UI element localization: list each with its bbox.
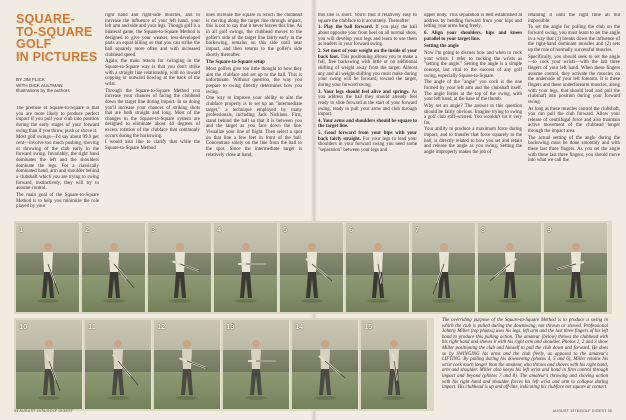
photo-frame	[478, 223, 542, 312]
golfer-figure	[29, 331, 69, 401]
photo-frame	[361, 320, 428, 409]
golfer-figure	[226, 234, 266, 304]
golfer	[292, 234, 332, 304]
golfer-figure	[424, 234, 464, 304]
paragraph	[424, 31, 522, 42]
photo-frame	[82, 223, 146, 312]
paragraph: 3. Your legs should feel alive and springy. As you address the ball they should already feel ready to slide forward at the start of your forward swing, ready to pull your arms and club through impact.	[318, 89, 417, 118]
frame-number: 6	[349, 225, 354, 234]
golfer-figure	[94, 234, 134, 304]
photo-frame	[346, 223, 410, 312]
paragraph: upper body. This separation is best established at address by bending forward from your hips and letting your arms hang freely.	[424, 13, 522, 30]
golfer-figure	[167, 331, 207, 401]
photo-frame	[16, 320, 83, 409]
frame-number: 12	[157, 322, 166, 331]
numbered-point: 3. Your legs should feel alive and springy.	[318, 89, 412, 95]
paragraph: I would also like to clarify that while the Square-to-Square Method	[105, 140, 200, 152]
section-heading: Setting the angle	[424, 44, 459, 50]
photo-frame	[412, 223, 476, 312]
photo-frame	[85, 320, 152, 409]
paragraph: The actual setting of the angle during the backswing must be done smoothly and with these last three fingers. As you set the angle with these last three fingers, you should move into what we call the	[528, 135, 620, 164]
caption-box	[442, 318, 612, 414]
golfer	[556, 234, 596, 304]
photo-frame	[544, 223, 608, 312]
paragraph: does increase the square in which the clubhead is moving along the target line through impact, this is not to say that it never leaves this line. As in all golf swings, the clubhead moves to the golfer's side of the target line fairly early in the backswing, remains on this side until near impact, and then returns to the golfer's side shortly thereafter.	[206, 13, 302, 58]
paragraph: The angle of the "angle" you cock is the one formed by your left arm and the clubshaft itself. The angle forms at the top of the swing, with your left hand, at the base of the thumb.	[424, 80, 522, 103]
golfer-figure	[236, 331, 276, 401]
byline-line: Illustrations by the authors	[16, 88, 70, 94]
frame-number: 4	[217, 225, 222, 234]
golfer-figure	[160, 234, 200, 304]
text-column-6	[528, 13, 620, 219]
photo-frame	[214, 223, 278, 312]
numbered-point: 4. Your arms and shoulders should be square to the target line.	[318, 118, 417, 130]
golfer	[160, 234, 200, 304]
frame-number: 8	[481, 225, 486, 234]
photo-row-amateur	[14, 318, 434, 411]
text-column-3	[206, 13, 302, 219]
text-column-1	[16, 106, 99, 219]
golfer	[358, 234, 398, 304]
numbered-point: 2. Set most of your weight on the inside of your back foot.	[318, 48, 417, 60]
text-column-4	[318, 13, 417, 219]
paragraph	[318, 119, 417, 130]
frame-number: 14	[295, 322, 304, 331]
title-line: IN PICTURES	[16, 49, 98, 64]
golfer	[305, 331, 345, 401]
golfer	[94, 234, 134, 304]
photo-row-pro	[14, 221, 612, 314]
paragraph: To set the angle for pulling the club on the forward swing, you must learn to set the angle in a way that (1) breaks down the influence of the right-hand dominant muscles and (2) sets up the role of normally successful muscles.	[528, 25, 620, 53]
paragraph: 5. Good forward from your hips with your back fairly straight. For your legs to lead your shoulders in your forward swing you need some "separation" between your legs and	[318, 131, 417, 154]
paragraph: 1. Play the ball forward. If you play the ball about opposite your front heel on all normal shots, you will develop your legs and learn to use them as leaders in your forward swing.	[318, 25, 417, 48]
paragraph: As long as these muscles control the clubshaft, you can pull the club forward. Allow your release of centrifugal force and also maintain active movement of the clubhead longer through the impact area.	[528, 106, 620, 135]
golfer	[226, 234, 266, 304]
paragraph: 2. Set most of your weight on the inside of your back foot. This positioning allows you to make a full, free backswing with little or no additional shifting of weight away from the target. Almost any and all weight-shifting you must make during your swing will be forward, toward the target, during your forward swing.	[318, 48, 417, 88]
frame-number: 1	[19, 225, 24, 234]
paragraph: One way to improve your ability to aim the clubface properly is to set up an "intermediate target," a technique employed by many professionals, including Jack Nicklaus. First, stand behind the ball so that it is between you and the target as you face down the line. Visualize your line of flight. Then select a spot on that line a few feet in front of the ball. Concentrate solely on the line from the ball to the spot. Since the intermediate target is relatively close at hand,	[206, 96, 302, 158]
golfer-figure	[374, 331, 414, 401]
golfer	[490, 234, 530, 304]
paragraph: Your ability to produce a maximum force during impact, and to transfer that force squarely to the ball, is directly related to how you set and retain and release the angle as you swing. Setting the angle improperly makes the job of	[424, 127, 522, 156]
frame-number: 3	[151, 225, 156, 234]
golfer	[424, 234, 464, 304]
golfer	[29, 331, 69, 401]
photo-caption: The overriding purpose of the Square-to-Square Method is to produce a swing in which the club is pulled during the downswing, not thrown or shoved. Professional Johnny Miller (top photos) uses his legs, left arm and the last three fingers of his left hand to produce this pulling action. The amateur (below) throws the clubhead with his right hand and shoves it with his right arm and shoulder. Photos 1, 2 and 3 show Miller positioning the club and himself to pull the club down and forward. He does so by SWINGING his arms and the club freely, as opposed to the amateur's LIFTING. By pulling during his downswing (photos 4, 5 and 6), Miller retains his wrist cock much longer than the amateur, who throws and shoves with his right hand, arm and shoulder. Miller also keeps his left wrist and hand in firm control through impact and beyond (photos 7 and 8). The amateur's throwing and shoving action with his right hand and shoulder forces his left wrist and arm to collapse during impact. His clubhead is up and off-line, indicating his clubface not square at contact.	[442, 318, 608, 391]
title-line: GOLF	[16, 37, 52, 51]
golfer-figure	[556, 234, 596, 304]
folio-right: AUGUST 1976/GOLF DIGEST 35	[552, 409, 612, 413]
paragraph: Specifically, you should seek to set the angle—to cock your wrists—with the last three fingers of your left hand. When these fingers assume control, they activate the muscles on the underside of your left forearm. It is these fingers and these underforearm muscles, along with your legs, that should lead and pull the clubshaft into position during your forward swing.	[528, 54, 620, 105]
golfer	[98, 331, 138, 401]
title-line: SQUARE-	[16, 12, 76, 26]
folio-left: 34 AUGUST 1976/GOLF DIGEST	[14, 409, 74, 413]
golfer	[167, 331, 207, 401]
byline-line: WITH DICK AULTMAN	[16, 82, 63, 88]
frame-number: 2	[85, 225, 90, 234]
text-column-2	[105, 13, 200, 219]
text-column-5	[424, 13, 522, 219]
frame-number: 11	[88, 322, 96, 331]
golfer	[28, 234, 68, 304]
paragraph: Now I'm going to discuss how and when to cock your wrists. I refer to cocking the wrists as "setting the angle." Setting the angle is a simple concept, but vital to the success of any golf swing, especially Square-to-Square.	[424, 50, 522, 79]
golfer	[236, 331, 276, 401]
golfer-figure	[490, 234, 530, 304]
paragraph: right hand and right-side muscles, and to increase the influence of your left hand, your left arm and side and your legs. Though golf is a bilateral game, the Square-to-Square Method is designed to give your weaker, less-developed parts an equal billing so that you can strike the ball squarely more often and with increased clubhead speed.	[105, 13, 200, 58]
byline	[16, 77, 96, 94]
frame-number: 9	[547, 225, 552, 234]
article-title	[16, 13, 96, 63]
frame-number: 15	[364, 322, 373, 331]
golfer-figure	[28, 234, 68, 304]
numbered-point: 1. Play the ball forward.	[318, 25, 376, 31]
frame-number: 7	[415, 225, 420, 234]
photo-frame	[223, 320, 290, 409]
photo-frame	[16, 223, 80, 312]
paragraph: Why set an angle? The answer to this question should be fairly obvious. Imagine trying to swing a golf club stiff-wristed. You wouldn't hit it very far.	[424, 103, 522, 126]
paragraph: retaining it until the right time all but impossible.	[528, 13, 620, 24]
frame-number: 13	[226, 322, 235, 331]
byline-line: BY JIM FLICK	[16, 77, 46, 82]
title-line: TO-SQUARE	[16, 24, 93, 39]
photo-frame	[154, 320, 221, 409]
golfer-figure	[305, 331, 345, 401]
golfer	[374, 331, 414, 401]
golfer-figure	[358, 234, 398, 304]
frame-number: 10	[19, 322, 28, 331]
section-heading: The Square-to-Square setup	[206, 60, 265, 66]
photo-sequence	[14, 221, 612, 414]
paragraph: The main goal of the Square-to-Square Method is to help you minimize the role played by your	[16, 192, 99, 210]
paragraph: Most golfers give too little thought to how they aim the clubface and set up to the ball. This is unfortunate. Without question, the way you prepare to swing directly determines how you swing.	[206, 66, 302, 95]
golfer-figure	[98, 331, 138, 401]
paragraph: Through the Square-to-Square Method you increase your chances of facing the clubhead down the target line during impact. In so doing you'll increase your chances of striking shots that are both straight and long. Most of the changes in the Square-to-Square system are designed to eliminate about 40 degrees of excess rotation of the clubface that commonly occurs during the backswing.	[105, 88, 200, 139]
numbered-point: 5. Good forward from your hips with your back fairly straight.	[318, 131, 417, 142]
frame-number: 5	[283, 225, 288, 234]
numbered-point: 6. Align your shoulders, hips and knees parallel to your target line.	[424, 30, 522, 42]
paragraph: Most golf swings—I'd say about 99.9 per cent—involve too much pushing, shoving or throwing of the club early in the forward swing. Invariably, the right hand dominates the left and the shoulders dominate the legs. For a classically dominated hand, arm and shoulder behind a clubshaft which you are trying to swing forward, instinctively, they will try to assume control.	[16, 135, 99, 192]
paragraph: The premise of Square-to-Square is that you are more likely to produce perfect impact if you pull your club into position during the early stages of your forward swing than if you throw, push or shove it.	[16, 106, 99, 134]
paragraph: Again, the main reason for swinging in the Square-to-Square way is that you don't strike with a straight line relationship, with no inward cupping or outward bowing at the back of the wrist.	[105, 59, 200, 87]
paragraph: this line is short. You'll find it relatively easy to square the clubface to it accurately. Thereafter:	[318, 13, 417, 24]
photo-frame	[280, 223, 344, 312]
golfer-figure	[292, 234, 332, 304]
photo-frame	[148, 223, 212, 312]
photo-frame	[292, 320, 359, 409]
